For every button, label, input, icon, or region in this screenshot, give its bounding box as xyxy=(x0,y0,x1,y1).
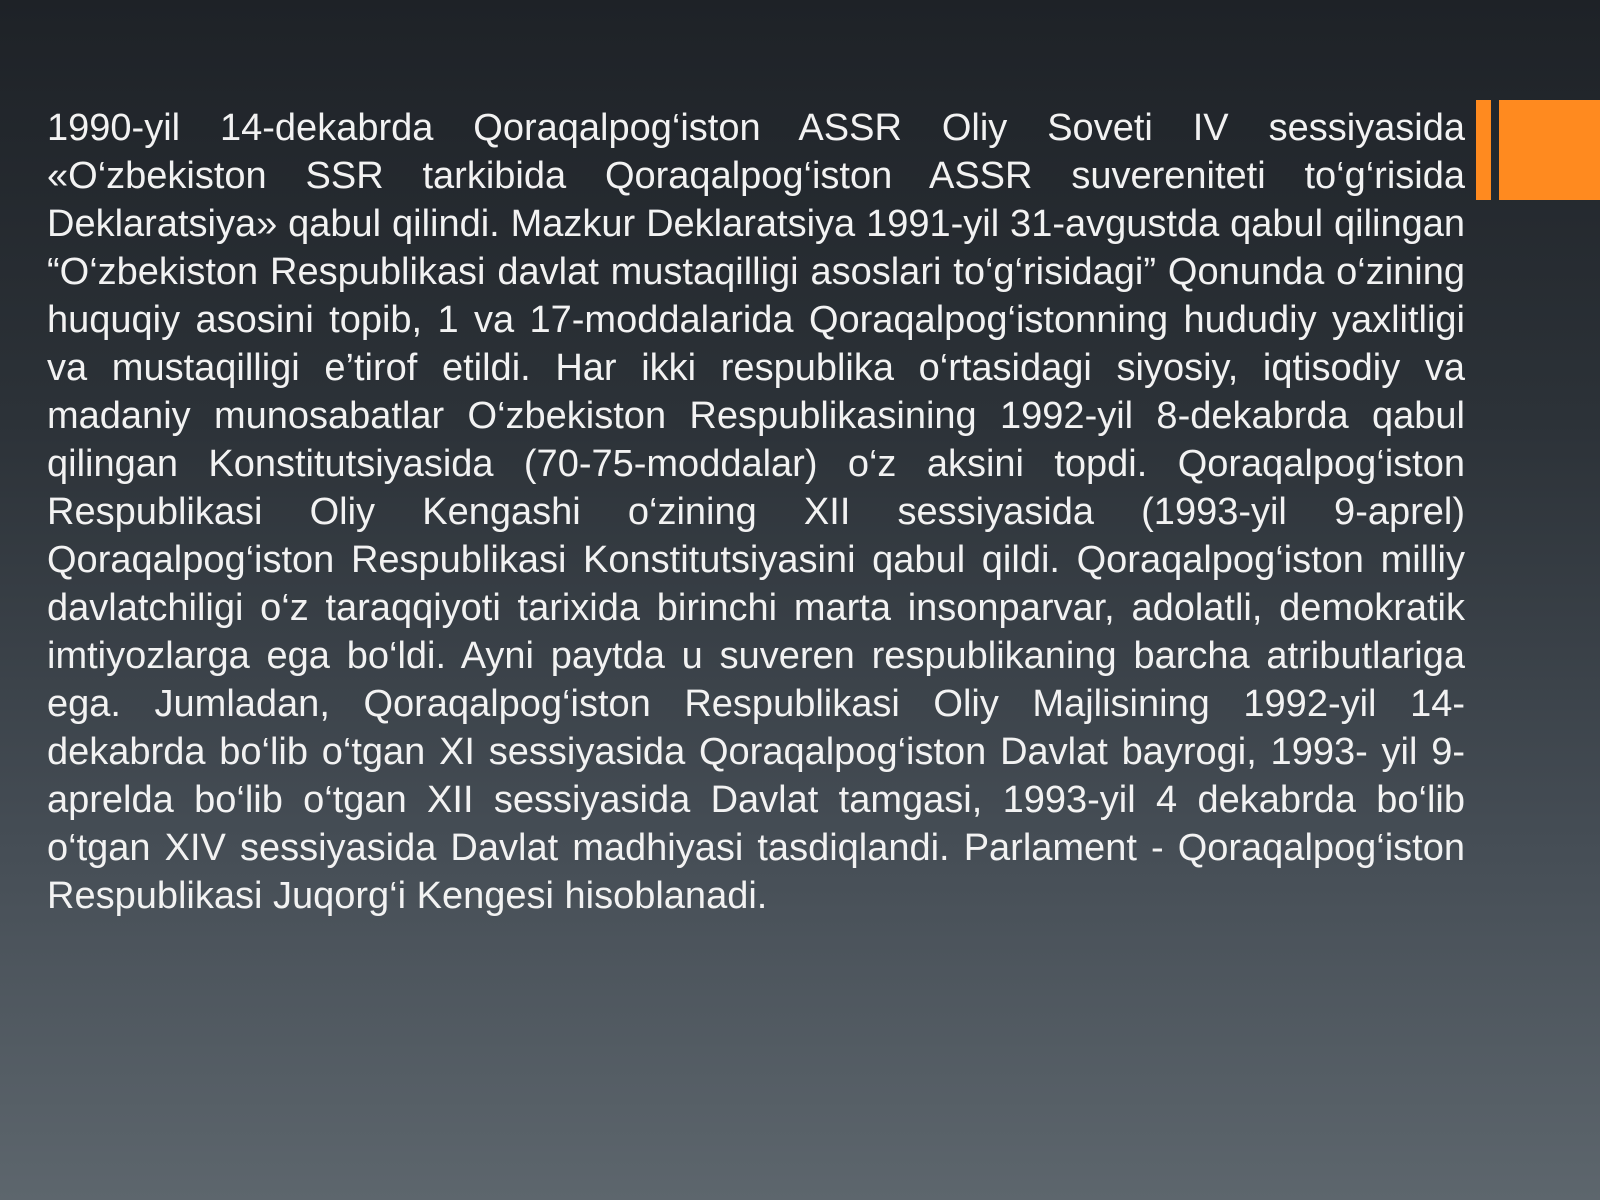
accent-bar-block xyxy=(1499,100,1600,200)
slide-body-text: 1990-yil 14-dekabrda Qoraqalpog‘iston ASSR Oliy Soveti IV sessiyasida «O‘zbekiston SSR tarkibida Qoraqalpog‘iston ASSR suvereniteti to‘g‘risida Deklaratsiya» qabul qilindi. Mazkur Deklaratsiya 1991-yil 31-avgustda qabul qilingan “O‘zbekiston Respublikasi davlat mustaqilligi asoslari to‘g‘risidagi” Qonunda o‘zining huquqiy asosini topib, 1 va 17-moddalarida Qoraqalpog‘istonning hududiy yaxlitligi va mustaqilligi e’tirof etildi. Har ikki respublika o‘rtasidagi siyosiy, iqtisodiy va madaniy munosabatlar O‘zbekiston Respublikasining 1992-yil 8-dekabrda qabul qilingan Konstitutsiyasida (70-75-moddalar) o‘z aksini topdi. Qoraqalpog‘iston Respublikasi Oliy Kengashi o‘zining XII sessiyasida (1993-yil 9-aprel) Qoraqalpog‘iston Respublikasi Konstitutsiyasini qabul qildi. Qoraqalpog‘iston milliy davlatchiligi o‘z taraqqiyoti tarixida birinchi marta insonparvar, adolatli, demokratik imtiyozlarga ega bo‘ldi. Ayni paytda u suveren respublikaning barcha atributlariga ega. Jumladan, Qoraqalpog‘iston Respublikasi Oliy Majlisining 1992-yil 14- dekabrda bo‘lib o‘tgan XI sessiyasida Qoraqalpog‘iston Davlat bayrogi, 1993- yil 9-aprelda bo‘lib o‘tgan XII sessiyasida Davlat tamgasi, 1993-yil 4 dekabrda bo‘lib o‘tgan XIV sessiyasida Davlat madhiyasi tasdiqlandi. Parlament - Qoraqalpog‘iston Respublikasi Juqorg‘i Kengesi hisoblanadi. xyxy=(47,107,1465,917)
accent-bar-thin xyxy=(1476,100,1491,200)
